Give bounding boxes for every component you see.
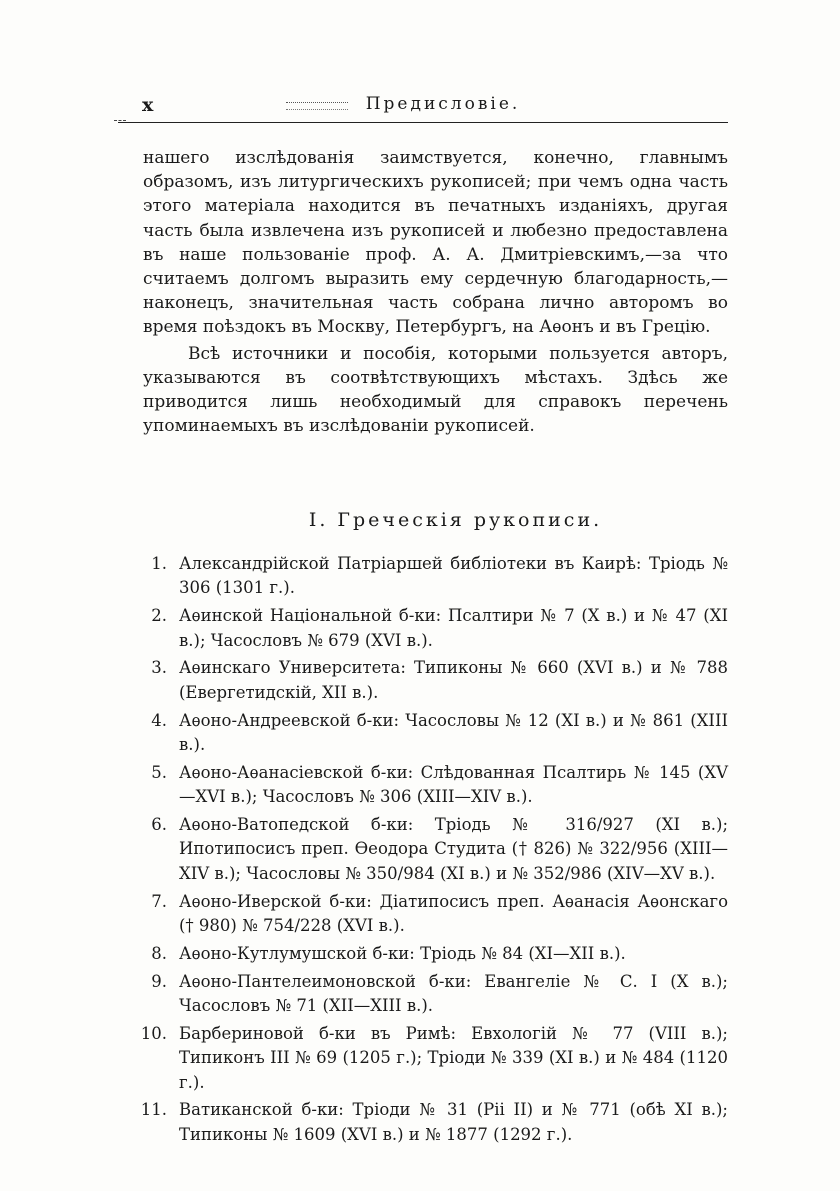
- list-item: [143, 656, 728, 705]
- list-item: [140, 1098, 728, 1147]
- list-item: [143, 890, 728, 939]
- list-item-text: Аѳинскаго Университета: Типиконы № 660 (XVI в.) и № 788 (Евергетидскій, XII в.).: [179, 658, 728, 702]
- list-item-text: Аѳинской Національной б-ки: Псалтири № 7 (X в.) и № 47 (XI в.); Часословъ № 679 (XVI в.).: [179, 606, 728, 650]
- list-item-number: 10.: [140, 1023, 167, 1043]
- paragraph: Всѣ источники и пособія, которыми пользуется авторъ, указываются въ соотвѣтствующихъ мѣстахъ. Здѣсь же приводится лишь необходимый для справокъ перечень упоминаемыхъ въ изслѣдованіи рукописей.: [143, 343, 728, 437]
- list-item-number: 3.: [151, 658, 167, 678]
- list-item-text: Аѳоно-Кутлумушской б-ки: Тріодь № 84 (XI—XII в.).: [179, 943, 626, 963]
- list-item-number: 9.: [151, 971, 167, 991]
- list-item-number: 7.: [151, 891, 167, 911]
- list-item-number: 6.: [151, 815, 167, 835]
- body-text: [143, 146, 728, 438]
- list-item-number: 1.: [151, 554, 167, 573]
- list-item-text: Аѳоно-Иверской б-ки: Діатипосисъ преп. Аѳанасія Аѳонскаго († 980) № 754/228 (XVI в.).: [179, 891, 728, 936]
- list-item-text: Ватиканской б-ки: Тріоди № 31 (Pii II) и № 771 (обѣ XI в.); Типиконы № 1609 (XVI в.) и № 1877 (1292 г.).: [179, 1100, 728, 1144]
- list-item: [143, 761, 728, 810]
- list-item: [143, 552, 728, 601]
- list-item: [143, 709, 728, 758]
- manuscript-list: [140, 552, 728, 1151]
- list-item-text: Аѳоно-Ватопедской б-ки: Тріодь № 316/927 (XI в.); Ипотипосисъ преп. Ѳеодора Студита († 826) № 322/956 (XIII—XIV в.); Часословы № 350/984 (XI в.) и № 352/986 (XIV—XV в.).: [179, 815, 728, 883]
- page-number: x: [142, 94, 154, 116]
- header-rule: [118, 122, 728, 123]
- list-item-number: 2.: [151, 606, 167, 626]
- list-item: [143, 604, 728, 653]
- list-item-text: Аѳоно-Пантелеимоновской б-ки: Евангеліе № С. I (X в.); Часословъ № 71 (XII—XIII в.).: [179, 971, 728, 1016]
- list-item: [143, 942, 728, 966]
- list-item: [143, 970, 728, 1019]
- list-item: [143, 813, 728, 886]
- paragraph: нашего изслѣдованія заимствуется, конечно, главнымъ образомъ, изъ литургическихъ рукописей; при чемъ одна часть этого матеріала находится въ печатныхъ изданіяхъ, другая часть была извлечена изъ рукописей и любезно предоставлена въ наше пользованіе проф. А. А. Дмитріевскимъ,—за что считаемъ долгомъ выразить ему сердечную благодарность,— наконецъ, значительная часть собрана лично авторомъ во время поѣздокъ въ Москву, Петербургъ, на Аѳонъ и въ Грецію.: [143, 148, 728, 338]
- running-head-title: Предисловіе.: [365, 94, 521, 114]
- list-item-text: Александрійской Патріаршей библіотеки въ Каирѣ: Тріодь № 306 (1301 г.).: [179, 554, 728, 598]
- header-rule-tick: [114, 120, 126, 121]
- list-item-text: Аѳоно-Аѳанасіевской б-ки: Слѣдованная Псалтирь № 145 (XV—XVI в.); Часословъ № 306 (XIII—XIV в.).: [179, 762, 728, 807]
- list-item-number: 5.: [151, 762, 167, 782]
- list-item-number: 11.: [140, 1100, 167, 1120]
- running-head: [118, 92, 728, 122]
- list-item-text: Аѳоно-Андреевской б-ки: Часословы № 12 (XI в.) и № 861 (XIII в.).: [179, 710, 728, 755]
- list-item-number: 8.: [151, 943, 167, 963]
- section-heading: I. Греческія рукописи.: [308, 509, 603, 531]
- list-item-text: Барбериновой б-ки въ Римѣ: Евхологій № 77 (VIII в.); Типиконъ III № 69 (1205 г.); Тріоди № 339 (XI в.) и № 484 (1120 г.).: [179, 1023, 728, 1092]
- list-item-number: 4.: [151, 710, 167, 730]
- list-item: [140, 1022, 728, 1095]
